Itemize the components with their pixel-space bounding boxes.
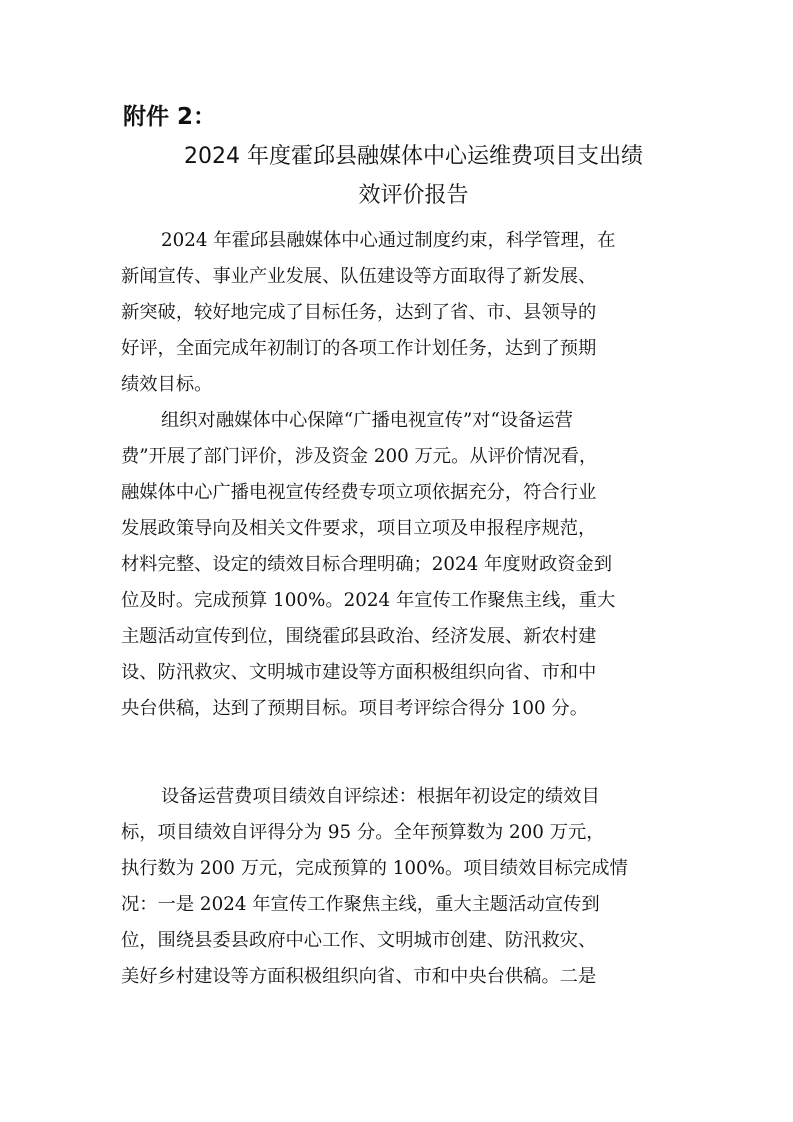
paragraph-1-line-2: 新闻宣传、事业产业发展、队伍建设等方面取得了新发展、	[121, 266, 597, 287]
title-line-1: 2024 年度霍邱县融媒体中心运维费项目支出绩	[184, 144, 643, 169]
title-line-2: 效评价报告	[358, 183, 469, 208]
paragraph-1-line-1: 2024 年霍邱县融媒体中心通过制度约束，科学管理，在	[161, 230, 616, 251]
paragraph-3-line-6: 美好乡村建设等方面积极组织向省、市和中央台供稿。二是	[121, 966, 597, 987]
paragraph-1-line-4: 好评，全面完成年初制订的各项工作计划任务，达到了预期	[121, 338, 597, 359]
paragraph-2-line-1: 组织对融媒体中心保障“广播电视宣传”对“设备运营	[161, 410, 573, 431]
paragraph-3-line-5: 位，围绕县委县政府中心工作、文明城市创建、防汛救灾、	[121, 930, 597, 951]
paragraph-2-line-2: 费”开展了部门评价，涉及资金 200 万元。从评价情况看，	[121, 446, 598, 467]
paragraph-2-line-9: 央台供稿，达到了预期目标。项目考评综合得分 100 分。	[121, 698, 588, 719]
paragraph-2-line-4: 发展政策导向及相关文件要求，项目立项及申报程序规范，	[121, 518, 597, 539]
paragraph-3-line-1: 设备运营费项目绩效自评综述：根据年初设定的绩效目	[161, 786, 600, 807]
attachment-label: 附件 2：	[123, 104, 217, 130]
paragraph-3-line-4: 况：一是 2024 年宣传工作聚焦主线，重大主题活动宣传到	[121, 894, 600, 915]
paragraph-3-line-2: 标，项目绩效自评得分为 95 分。全年预算数为 200 万元，	[121, 822, 605, 843]
paragraph-2-line-6: 位及时。完成预算 100%。2024 年宣传工作聚焦主线，重大	[121, 590, 616, 611]
paragraph-2-line-5: 材料完整、设定的绩效目标合理明确；2024 年度财政资金到	[121, 554, 613, 575]
paragraph-2-line-7: 主题活动宣传到位，围绕霍邱县政治、经济发展、新农村建	[121, 626, 597, 647]
paragraph-2-line-8: 设、防汛救灾、文明城市建设等方面积极组织向省、市和中	[121, 662, 597, 683]
paragraph-1-line-5: 绩效目标。	[121, 374, 213, 395]
paragraph-1-line-3: 新突破，较好地完成了目标任务，达到了省、市、县领导的	[121, 302, 597, 323]
paragraph-2-line-3: 融媒体中心广播电视宣传经费专项立项依据充分，符合行业	[121, 482, 597, 503]
paragraph-3-line-3: 执行数为 200 万元，完成预算的 100%。项目绩效目标完成情	[121, 858, 628, 879]
